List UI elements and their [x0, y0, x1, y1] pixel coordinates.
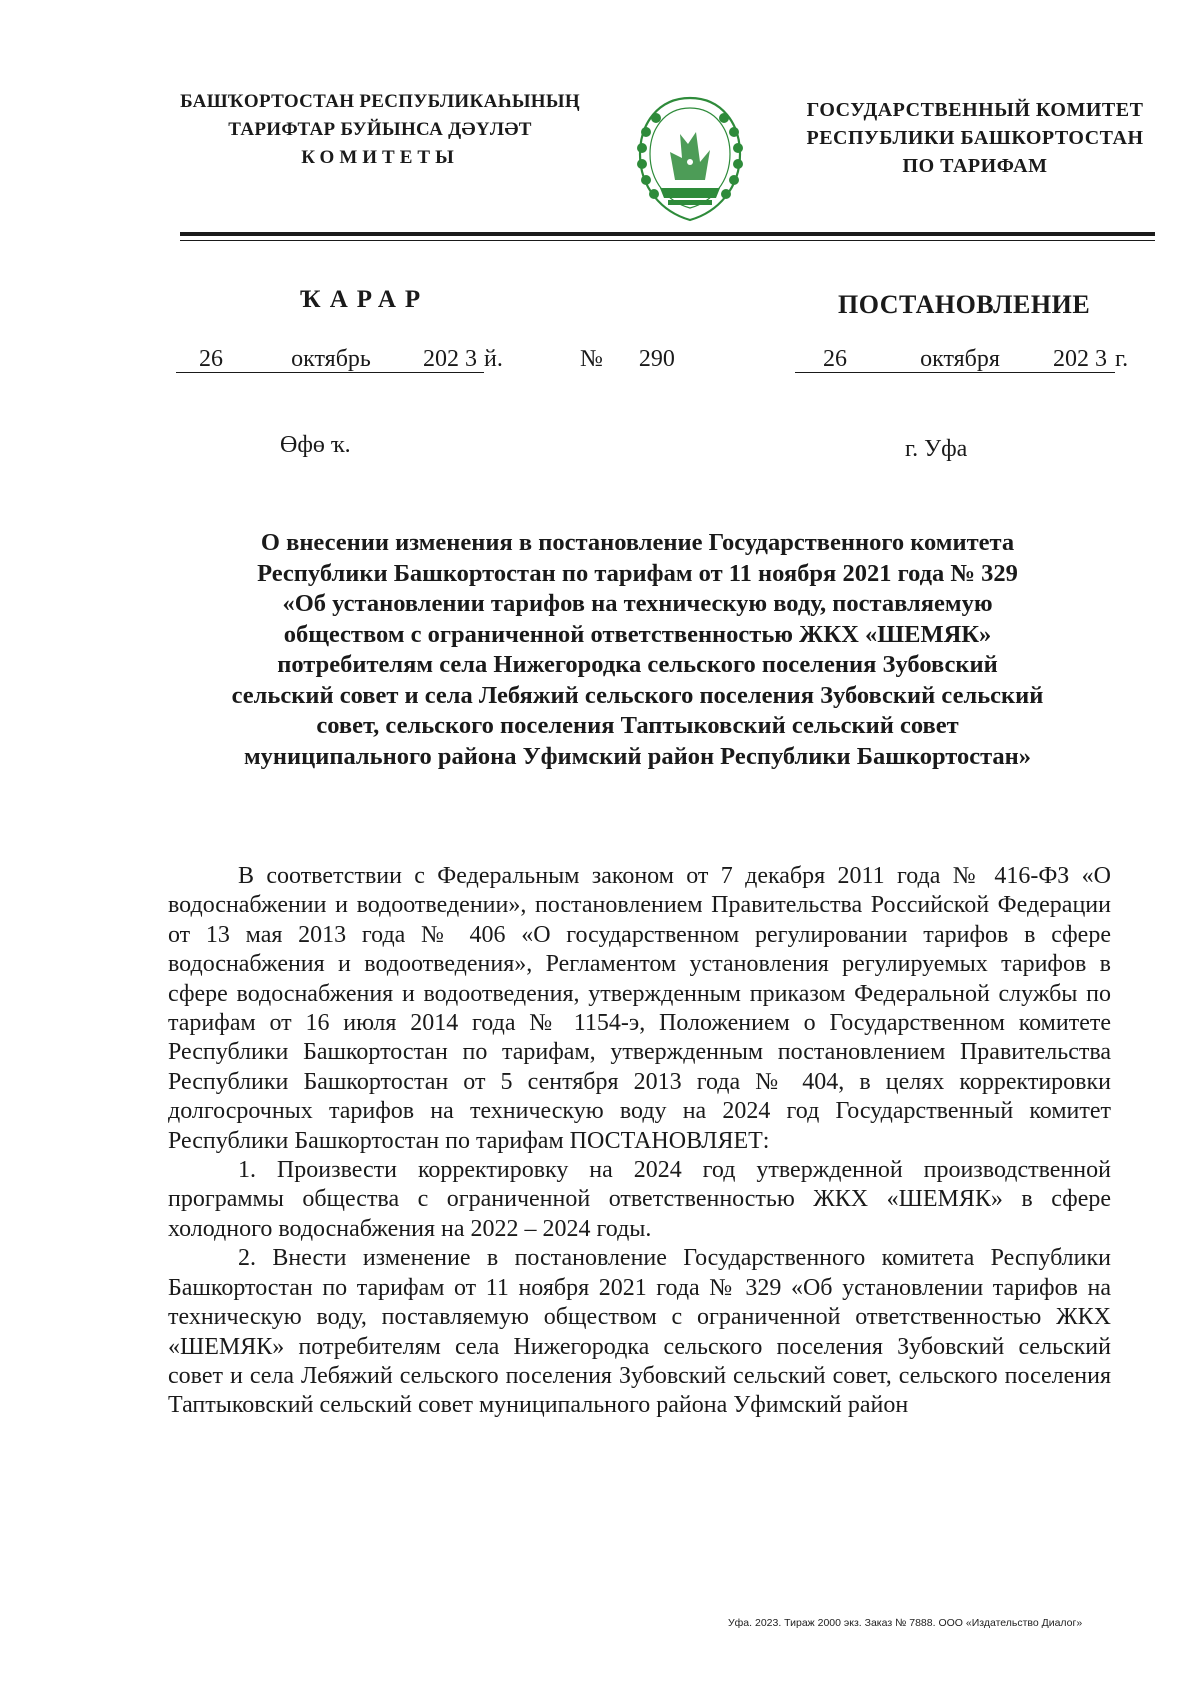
header-left-line: БАШҠОРТОСТАН РЕСПУБЛИКАҺЫНЫҢ — [180, 91, 580, 112]
date-left — [176, 346, 503, 373]
bashkortostan-emblem-icon — [630, 92, 750, 227]
heading-line: сельский совет и села Лебяжий сельского поселения Зубовский сельский — [231, 681, 1044, 709]
date-right-year: 202 3 — [1045, 346, 1115, 373]
date-left-day: 26 — [176, 346, 246, 373]
date-right-day: 26 — [795, 346, 875, 373]
header-right-line: ГОСУДАРСТВЕННЫЙ КОМИТЕТ — [806, 99, 1144, 121]
header-divider-thin — [180, 240, 1155, 241]
heading-line: муниципального района Уфимский район Республики Башкортостан» — [243, 742, 1032, 770]
date-right-month: октября — [875, 346, 1045, 373]
body-paragraph: 1. Произвести корректировку на 2024 год утвержденной производственной программы общества с ограниченной ответственностью ЖКХ «ШЕМЯК» в сфере холодного водоснабжения на 2022 – 2024 годы. — [168, 1157, 1111, 1242]
body-paragraph: В соответствии с Федеральным законом от 7 декабря 2011 года № 416-ФЗ «О водоснабжении и водоотведении», постановлением Правительства Российской Федерации от 13 мая 2013 года № 406 «О государственном регулировании тарифов в сфере водоснабжения и водоотведения», Регламентом установления регулируемых тарифов в сфере водоснабжения и водоотведения, утвержденным приказом Федеральной службы по тарифам от 16 июля 2014 года № 1154-э, Положением о Государственном комитете Республики Башкортостан по тарифам, утвержденным постановлением Правительства Республики Башкортостан от 5 сентября 2013 года № 404, в целях корректировки долгосрочных тарифов на техническую воду на 2024 год Государственный комитет Республики Башкортостан по тарифам ПОСТАНОВЛЯЕТ: — [168, 863, 1111, 1154]
heading-line: обществом с ограниченной ответственностью ЖКХ «ШЕМЯК» — [283, 620, 992, 648]
doc-type-bashkir: ҠАРАР — [300, 286, 430, 313]
header-left-bashkir — [170, 88, 590, 172]
document-body — [168, 862, 1111, 1421]
doc-number — [580, 346, 675, 373]
city-bashkir: Өфө ҡ. — [280, 432, 351, 458]
heading-line: Республики Башкортостан по тарифам от 11 ноября 2021 года № 329 — [257, 559, 1018, 587]
date-left-suffix: й. — [484, 346, 503, 372]
header-left-line: ТАРИФТАР БУЙЫНСА ДӘҮЛӘТ — [228, 119, 532, 140]
heading-line: «Об установлении тарифов на техническую воду, поставляемую — [282, 590, 993, 617]
heading-line: потребителям села Нижегородка сельского поселения Зубовский — [277, 651, 998, 678]
city-russian: г. Уфа — [905, 436, 968, 462]
number-value: 290 — [638, 346, 675, 372]
doc-type-russian: ПОСТАНОВЛЕНИЕ — [838, 290, 1091, 319]
header-right-russian — [790, 96, 1160, 180]
heading-line: О внесении изменения в постановление Государственного комитета — [260, 529, 1015, 556]
date-right-suffix: г. — [1115, 346, 1129, 372]
header-divider-thick — [180, 232, 1155, 236]
body-paragraph: 2. Внести изменение в постановление Государственного комитета Республики Башкортостан по тарифам от 11 ноября 2021 года № 329 «Об установлении тарифов на техническую воду, поставляемую обществом с ограниченной ответственностью ЖКХ «ШЕМЯК» потребителям села Нижегородка сельского поселения Зубовский сельский совет и села Лебяжий сельского поселения Зубовский сельский совет, сельского поселения Таптыковский сельский совет муниципального района Уфимский район — [168, 1245, 1111, 1419]
header-left-line: КОМИТЕТЫ — [301, 147, 459, 168]
date-right — [795, 346, 1128, 373]
date-left-year: 202 3 — [416, 346, 484, 373]
document-heading — [165, 528, 1110, 772]
number-sign: № — [580, 346, 603, 372]
print-footer: Уфа. 2023. Тираж 2000 экз. Заказ № 7888. ООО «Издательство Диалог» — [728, 1617, 1083, 1629]
header-right-line: РЕСПУБЛИКИ БАШКОРТОСТАН — [806, 127, 1144, 149]
heading-line: совет, сельского поселения Таптыковский сельский совет — [316, 712, 959, 739]
header-right-line: ПО ТАРИФАМ — [902, 155, 1048, 177]
date-left-month: октябрь — [246, 346, 416, 373]
